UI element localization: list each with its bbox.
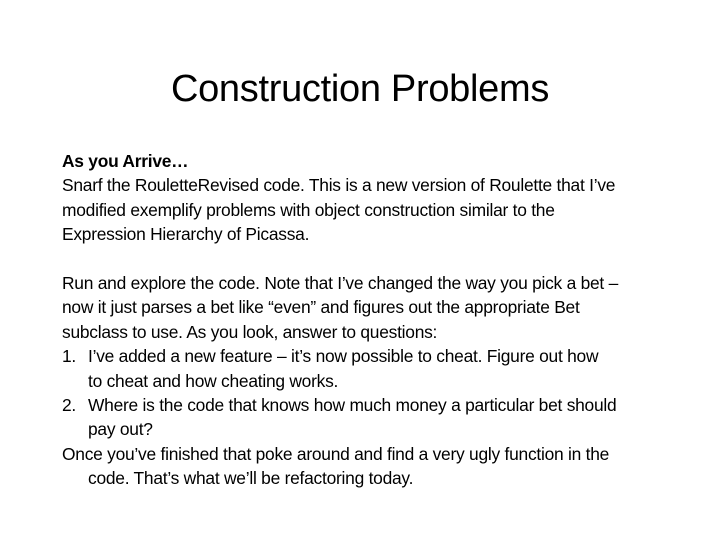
question-item bbox=[62, 344, 712, 393]
paragraph-line: Run and explore the code. Note that I’ve changed the way you pick a bet – bbox=[62, 272, 619, 293]
paragraph-intro bbox=[62, 173, 712, 246]
paragraph-line: subclass to use. As you look, answer to questions: bbox=[62, 321, 438, 342]
section-heading: As you Arrive… bbox=[62, 151, 189, 171]
question-text: I’ve added a new feature – it’s now possible to cheat. Figure out how bbox=[88, 346, 599, 367]
spacer bbox=[62, 247, 712, 271]
paragraph-closing bbox=[62, 442, 712, 491]
slide-body bbox=[62, 149, 712, 490]
paragraph-instructions bbox=[62, 271, 712, 344]
paragraph-line: Once you’ve finished that poke around and find a very ugly function in the bbox=[62, 443, 610, 464]
paragraph-line: now it just parses a bet like “even” and figures out the appropriate Bet bbox=[62, 297, 580, 318]
question-list bbox=[62, 344, 712, 442]
paragraph-line-indented: code. That’s what we’ll be refactoring today. bbox=[88, 468, 414, 489]
paragraph-line: modified exemplify problems with object construction similar to the bbox=[62, 199, 555, 220]
paragraph-line: Expression Hierarchy of Picassa. bbox=[62, 224, 310, 245]
question-text: Where is the code that knows how much money a particular bet should bbox=[88, 394, 617, 415]
paragraph-line: Snarf the RouletteRevised code. This is a new version of Roulette that I’ve bbox=[62, 175, 616, 196]
slide-title: Construction Problems bbox=[170, 68, 550, 110]
question-number: 2. bbox=[62, 394, 77, 415]
question-text-continued: pay out? bbox=[88, 419, 153, 440]
question-item bbox=[62, 393, 712, 442]
question-number: 1. bbox=[62, 346, 77, 367]
question-text-continued: to cheat and how cheating works. bbox=[88, 370, 339, 391]
